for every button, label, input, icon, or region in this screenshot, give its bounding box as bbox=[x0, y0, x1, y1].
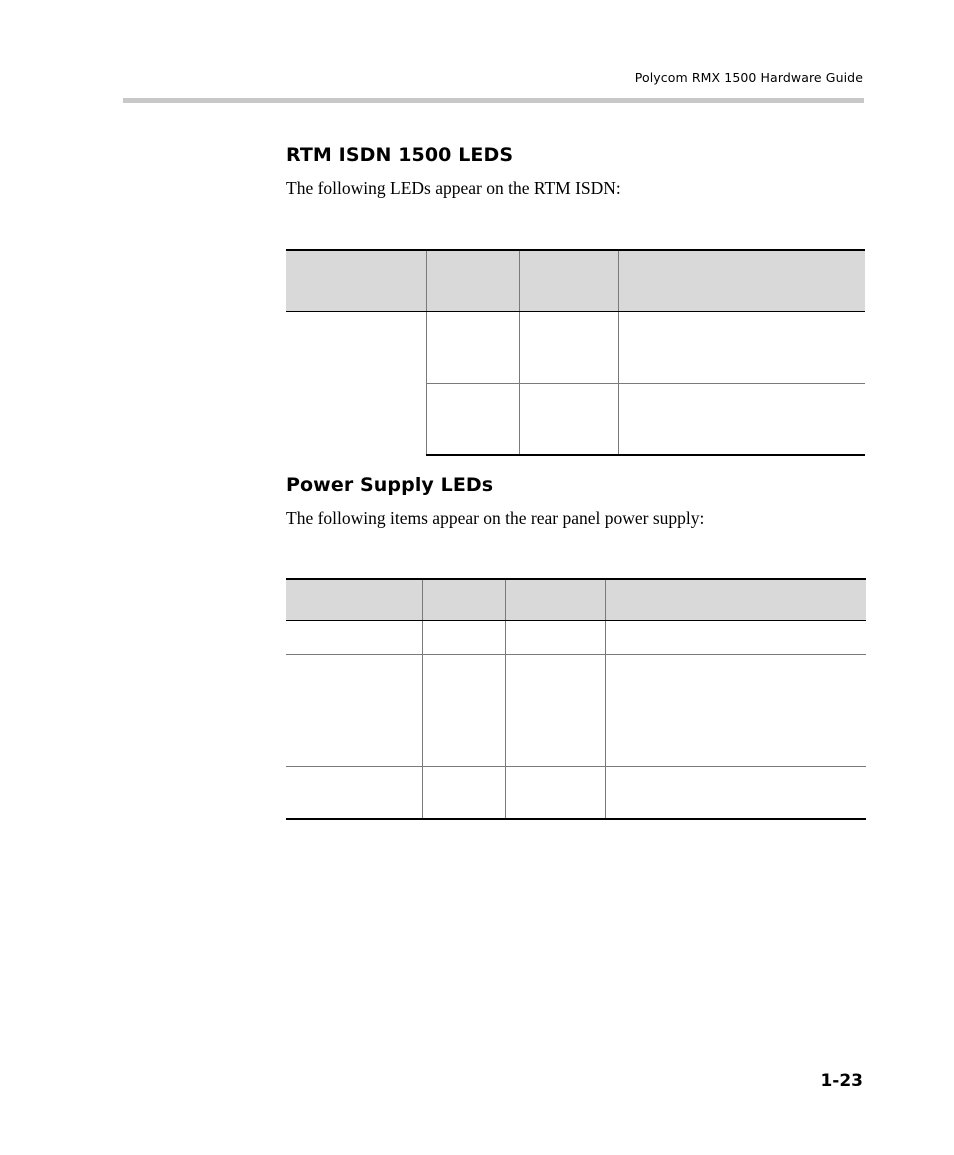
table-row bbox=[286, 654, 866, 766]
power-supply-heading: Power Supply LEDs bbox=[286, 474, 494, 496]
power-supply-led-table bbox=[286, 578, 866, 820]
table-cell bbox=[286, 766, 422, 819]
table-cell bbox=[618, 311, 865, 383]
table-cell bbox=[286, 311, 426, 455]
table-header-cell bbox=[605, 579, 866, 620]
table-cell bbox=[286, 654, 422, 766]
table-cell bbox=[605, 766, 866, 819]
table-header-cell bbox=[618, 250, 865, 311]
table-header-cell bbox=[286, 579, 422, 620]
table-row bbox=[286, 766, 866, 819]
header-rule bbox=[123, 98, 864, 103]
running-header: Polycom RMX 1500 Hardware Guide bbox=[634, 70, 863, 85]
table-cell bbox=[519, 383, 618, 455]
table-header-cell bbox=[422, 579, 505, 620]
table-row bbox=[286, 620, 866, 654]
table-cell bbox=[426, 311, 519, 383]
rtm-isdn-intro: The following LEDs appear on the RTM ISDN: bbox=[286, 178, 621, 198]
table-cell bbox=[505, 620, 605, 654]
table-cell bbox=[519, 311, 618, 383]
table-cell bbox=[618, 383, 865, 455]
table-cell bbox=[505, 654, 605, 766]
table-row bbox=[286, 311, 865, 383]
table-header-row bbox=[286, 579, 866, 620]
table-cell bbox=[426, 383, 519, 455]
table-cell bbox=[422, 766, 505, 819]
table-header-row bbox=[286, 250, 865, 311]
table-cell bbox=[422, 654, 505, 766]
table-header-cell bbox=[286, 250, 426, 311]
table-cell bbox=[605, 654, 866, 766]
table-cell bbox=[286, 620, 422, 654]
rtm-isdn-heading: RTM ISDN 1500 LEDS bbox=[286, 144, 514, 166]
table-cell bbox=[605, 620, 866, 654]
page-number: 1-23 bbox=[820, 1071, 863, 1091]
table-cell bbox=[505, 766, 605, 819]
power-supply-intro: The following items appear on the rear panel power supply: bbox=[286, 508, 705, 528]
table-cell bbox=[422, 620, 505, 654]
table-header-cell bbox=[426, 250, 519, 311]
table-header-cell bbox=[519, 250, 618, 311]
table-header-cell bbox=[505, 579, 605, 620]
rtm-isdn-led-table bbox=[286, 249, 865, 456]
